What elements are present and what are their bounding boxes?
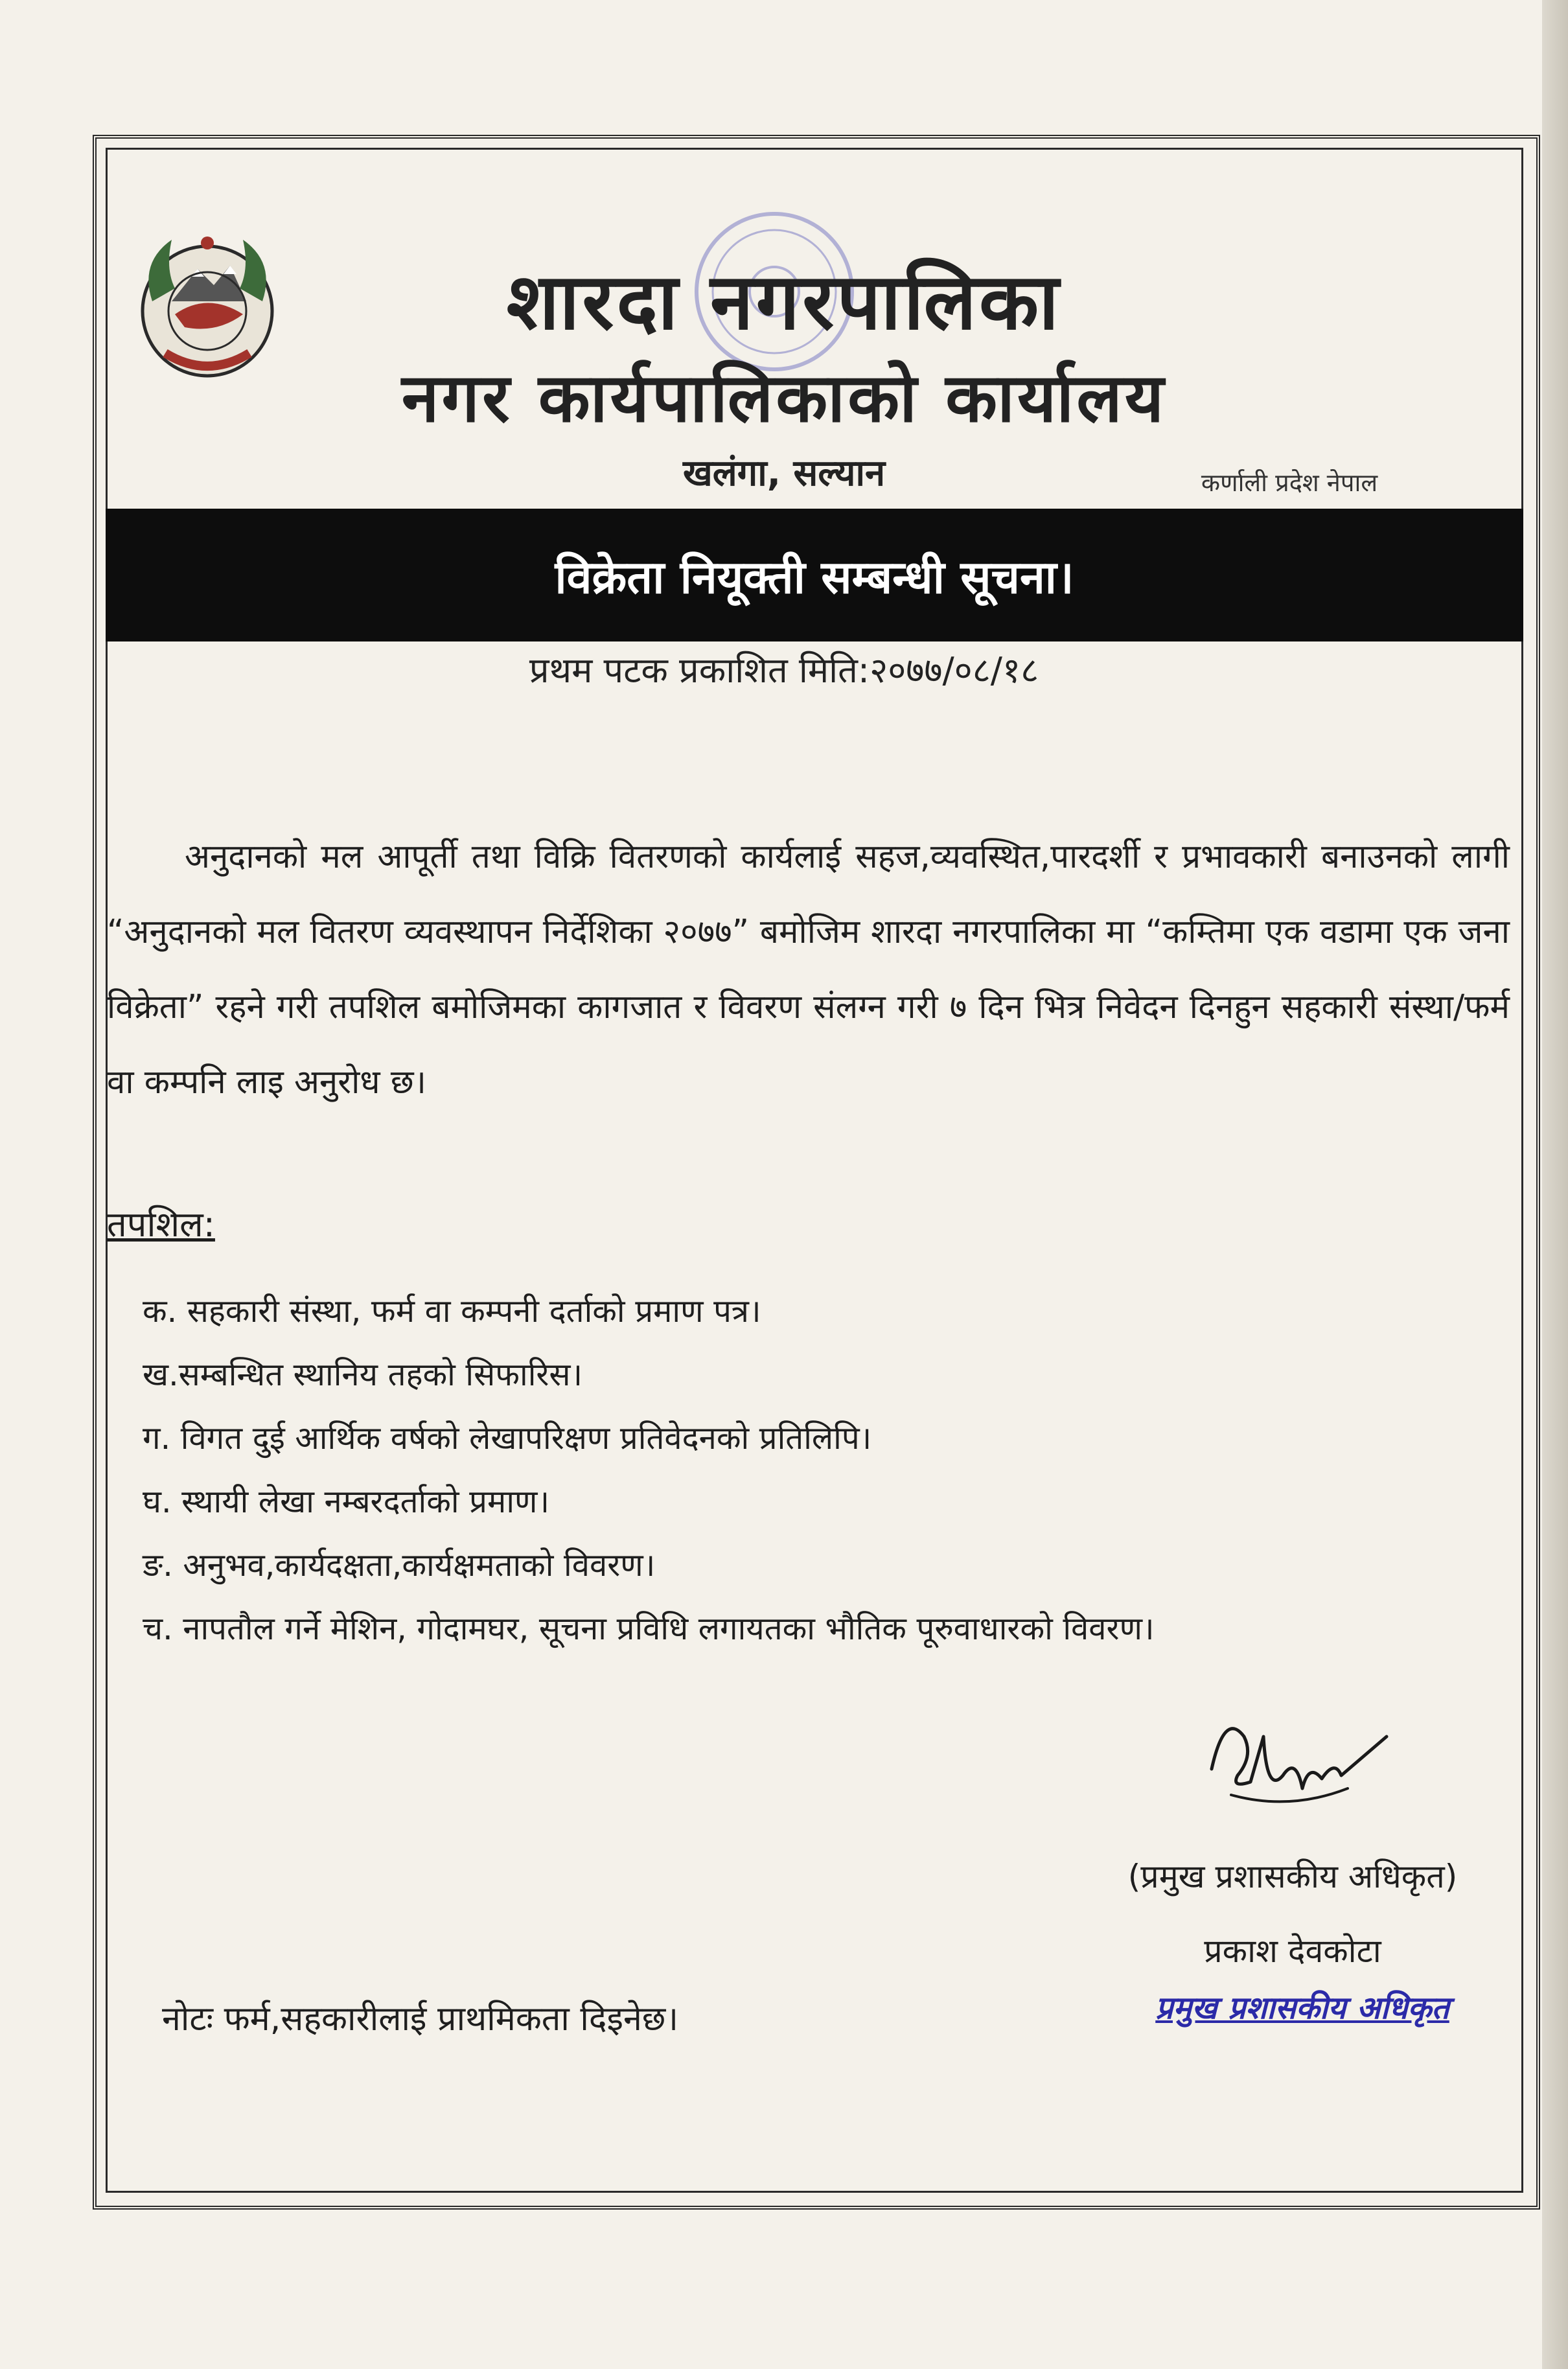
notice-body: अनुदानको मल आपूर्ती तथा विक्रि वितरणको कार्यलाई सहज,व्यवस्थित,पारदर्शी र प्रभावकारी बनाउनको लागी “अनुदानको मल वितरण व्यवस्थापन निर्देशिका २०७७” बमोजिम शारदा नगरपालिका मा “कम्तिमा एक वडामा एक जना विक्रेता” रहने गरी तपशिल बमोजिमका कागजात र विवरण संलग्न गरी ७ दिन भित्र निवेदन दिनहुन सहकारी संस्था/फर्म वा कम्पनि लाइ अनुरोध छ। — [107, 838, 1510, 1102]
schedule-letter: च. — [143, 1610, 173, 1647]
schedule-letter: क. — [143, 1293, 178, 1330]
schedule-item — [143, 1343, 1438, 1407]
signature-icon — [1192, 1698, 1406, 1821]
designation-stamp: प्रमुख प्रशासकीय अधिकृत — [1155, 1990, 1449, 2026]
signatory-name: प्रकाश देवकोटा — [1204, 1932, 1381, 1970]
schedule-item — [143, 1470, 1438, 1534]
schedule-item — [143, 1407, 1438, 1470]
schedule-letter: ख. — [143, 1356, 179, 1393]
schedule-item — [143, 1597, 1438, 1661]
schedule-text: विगत दुई आर्थिक वर्षको लेखापरिक्षण प्रतिवेदनको प्रतिलिपि। — [170, 1420, 872, 1457]
notice-title: विक्रेता नियूक्ती सम्बन्धी सूचना। — [555, 550, 1074, 604]
schedule-text: सम्बन्धित स्थानिय तहको सिफारिस। — [178, 1356, 583, 1393]
schedule-letter: घ. — [143, 1483, 172, 1520]
province-name: कर्णाली प्रदेश नेपाल — [1201, 468, 1378, 497]
signatory-designation: (प्रमुख प्रशासकीय अधिकृत) — [1127, 1858, 1458, 1895]
schedule-text: अनुभव,कार्यदक्षता,कार्यक्षमताको विवरण। — [172, 1547, 656, 1584]
office-name: नगर कार्यपालिकाको कार्यालय — [401, 358, 1167, 437]
footer-note: नोटः फर्म,सहकारीलाई प्राथमिकता दिइनेछ। — [162, 2000, 679, 2039]
schedule-text: स्थायी लेखा नम्बरदर्ताको प्रमाण। — [171, 1483, 550, 1520]
notice-title-bar — [106, 509, 1523, 641]
municipality-name: शारदा नगरपालिका — [506, 256, 1062, 347]
schedule-item — [143, 1534, 1438, 1597]
schedule-heading: तपशिल: — [107, 1204, 215, 1245]
schedule-text: सहकारी संस्था, फर्म वा कम्पनी दर्ताको प्रमाण पत्र। — [177, 1293, 761, 1330]
schedule-item — [143, 1280, 1438, 1343]
office-location: खलंगा, सल्यान — [682, 452, 886, 494]
publication-date: प्रथम पटक प्रकाशित मिति:२०७७/०८/१८ — [529, 650, 1039, 691]
schedule-letter: ग. — [143, 1420, 171, 1457]
schedule-letter: ङ. — [143, 1547, 173, 1584]
schedule-list — [143, 1280, 1438, 1661]
schedule-text: नापतौल गर्ने मेशिन, गोदामघर, सूचना प्रविधि लगायतका भौतिक पूरुवाधारको विवरण। — [172, 1610, 1155, 1647]
